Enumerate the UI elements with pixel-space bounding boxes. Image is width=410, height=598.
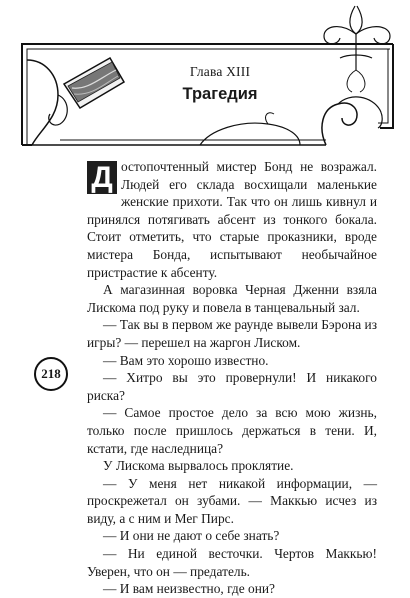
- page-number: 218: [34, 357, 68, 391]
- paragraph: — Так вы в первом же раунде вывели Бэрона из игры? — перешел на жаргон Лиском.: [87, 317, 377, 350]
- chapter-title: Трагедия: [182, 85, 258, 103]
- paragraph: А магазинная воровка Черная Дженни взяла Лискома под руку и повела в танцевальный зал.: [87, 282, 377, 315]
- paragraph: — Самое простое дело за всю мою жизнь, только после пришлось держаться в тени. И, кстати, где наследница?: [87, 405, 377, 456]
- drop-cap: Д: [87, 161, 117, 194]
- paragraph: — Ни единой весточки. Чертов Маккью! Уверен, что он — предатель.: [87, 546, 377, 579]
- paragraph: — Вам это хорошо известно.: [103, 352, 269, 368]
- letter-icon: [64, 58, 124, 108]
- paragraph: У Лискома вырвалось проклятие.: [103, 458, 294, 474]
- paragraph: Д остопочтенный мистер Бонд не возражал. Людей его склада восхищали маленькие женские прихоти. Так что он лишь кивнул и принялся потягивать абсент из тонкого бокала. Стоит отметить, что старые проказники, вроде мистера Бонда, испытывают необычайное пристрастие к абсенту.: [87, 159, 377, 280]
- body-text: [87, 158, 377, 598]
- paragraph: — Хитро вы это провернули! И никакого риска?: [87, 370, 377, 403]
- paragraph: — И они не дают о себе знать?: [103, 528, 280, 544]
- paragraph: — У меня нет никакой информации, — проскрежетал он зубами. — Маккью исчез из виду, а с ним и Мег Пирс.: [87, 475, 377, 526]
- paragraph: — И вам неизвестно, где они?: [103, 581, 276, 597]
- chapter-label: Глава XIII: [189, 64, 251, 79]
